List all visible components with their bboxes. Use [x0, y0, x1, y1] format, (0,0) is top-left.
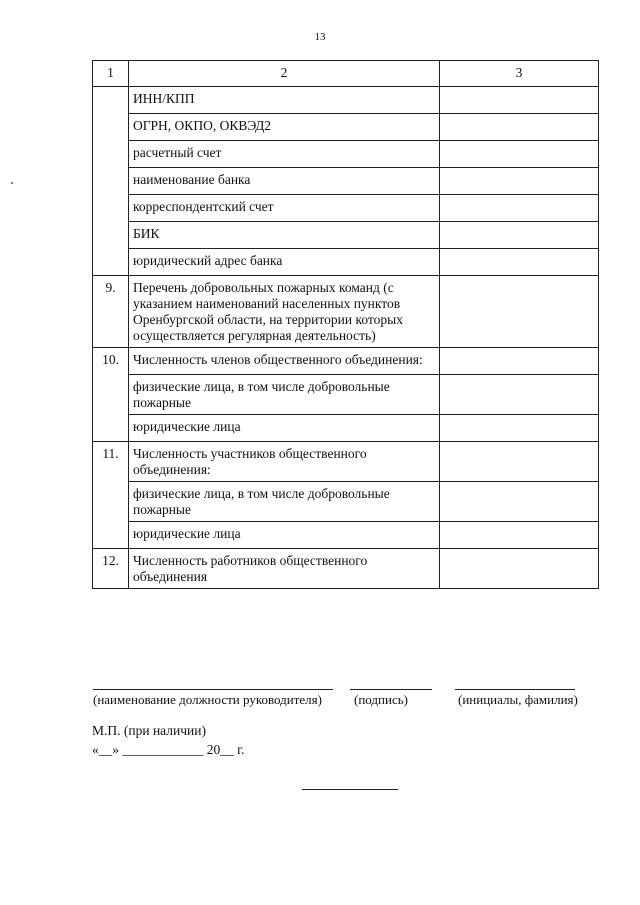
table-row [93, 114, 599, 141]
position-label: (наименование должности руководителя) [93, 692, 322, 707]
row-label: БИК [129, 222, 440, 249]
row-value [440, 195, 599, 222]
name-signature-line [455, 689, 575, 690]
row-number [93, 415, 129, 442]
table-row [93, 482, 599, 522]
table-row [93, 87, 599, 114]
row-number [93, 87, 129, 114]
row-number: 9. [93, 276, 129, 348]
row-value [440, 415, 599, 442]
row-value [440, 249, 599, 276]
date-line: «__» ____________ 20__ г. [92, 742, 245, 757]
row-number: 12. [93, 549, 129, 589]
row-label: наименование банка [129, 168, 440, 195]
table-row [93, 522, 599, 549]
row-label: корреспондентский счет [129, 195, 440, 222]
row-value [440, 114, 599, 141]
row-number [93, 168, 129, 195]
row-label: юридические лица [129, 415, 440, 442]
table-row [93, 168, 599, 195]
row-value [440, 549, 599, 589]
signature-line [350, 689, 432, 690]
position-signature-line [93, 689, 333, 690]
table-row [93, 276, 599, 348]
signature-label: (подпись) [354, 692, 408, 707]
row-number [93, 249, 129, 276]
row-value [440, 375, 599, 415]
row-number: 10. [93, 348, 129, 375]
row-label: Численность участников общественного объединения: [129, 442, 440, 482]
row-label: Численность членов общественного объединения: [129, 348, 440, 375]
stamp-note: М.П. (при наличии) [92, 723, 206, 738]
row-label: ОГРН, ОКПО, ОКВЭД2 [129, 114, 440, 141]
row-number [93, 375, 129, 415]
row-label: Перечень добровольных пожарных команд (с указанием наименований населенных пунктов Оренбургской области, на территории которых осуществляется регулярная деятельность) [129, 276, 440, 348]
scan-speck [11, 182, 13, 184]
table-row [93, 415, 599, 442]
row-value [440, 141, 599, 168]
row-value [440, 482, 599, 522]
table-row [93, 375, 599, 415]
form-table [92, 60, 599, 589]
row-label: расчетный счет [129, 141, 440, 168]
header-cell-1: 1 [93, 61, 129, 87]
row-value [440, 222, 599, 249]
table-row [93, 249, 599, 276]
row-value [440, 442, 599, 482]
row-number [93, 522, 129, 549]
page-number: 13 [314, 31, 326, 43]
row-label: физические лица, в том числе добровольные пожарные [129, 482, 440, 522]
row-value [440, 87, 599, 114]
row-label: юридический адрес банка [129, 249, 440, 276]
header-cell-2: 2 [129, 61, 440, 87]
row-number [93, 114, 129, 141]
row-number: 11. [93, 442, 129, 482]
row-number [93, 222, 129, 249]
table-row [93, 348, 599, 375]
row-value [440, 276, 599, 348]
row-label: юридические лица [129, 522, 440, 549]
row-number [93, 482, 129, 522]
table-row [93, 549, 599, 589]
row-label: физические лица, в том числе добровольные пожарные [129, 375, 440, 415]
table-header-row [93, 61, 599, 87]
row-value [440, 168, 599, 195]
row-number [93, 141, 129, 168]
row-value [440, 348, 599, 375]
table-row [93, 195, 599, 222]
end-divider [302, 789, 398, 790]
row-label: Численность работников общественного объединения [129, 549, 440, 589]
header-cell-3: 3 [440, 61, 599, 87]
table-row [93, 222, 599, 249]
name-label: (инициалы, фамилия) [458, 692, 578, 707]
table-row [93, 442, 599, 482]
table-row [93, 141, 599, 168]
row-label: ИНН/КПП [129, 87, 440, 114]
row-number [93, 195, 129, 222]
row-value [440, 522, 599, 549]
